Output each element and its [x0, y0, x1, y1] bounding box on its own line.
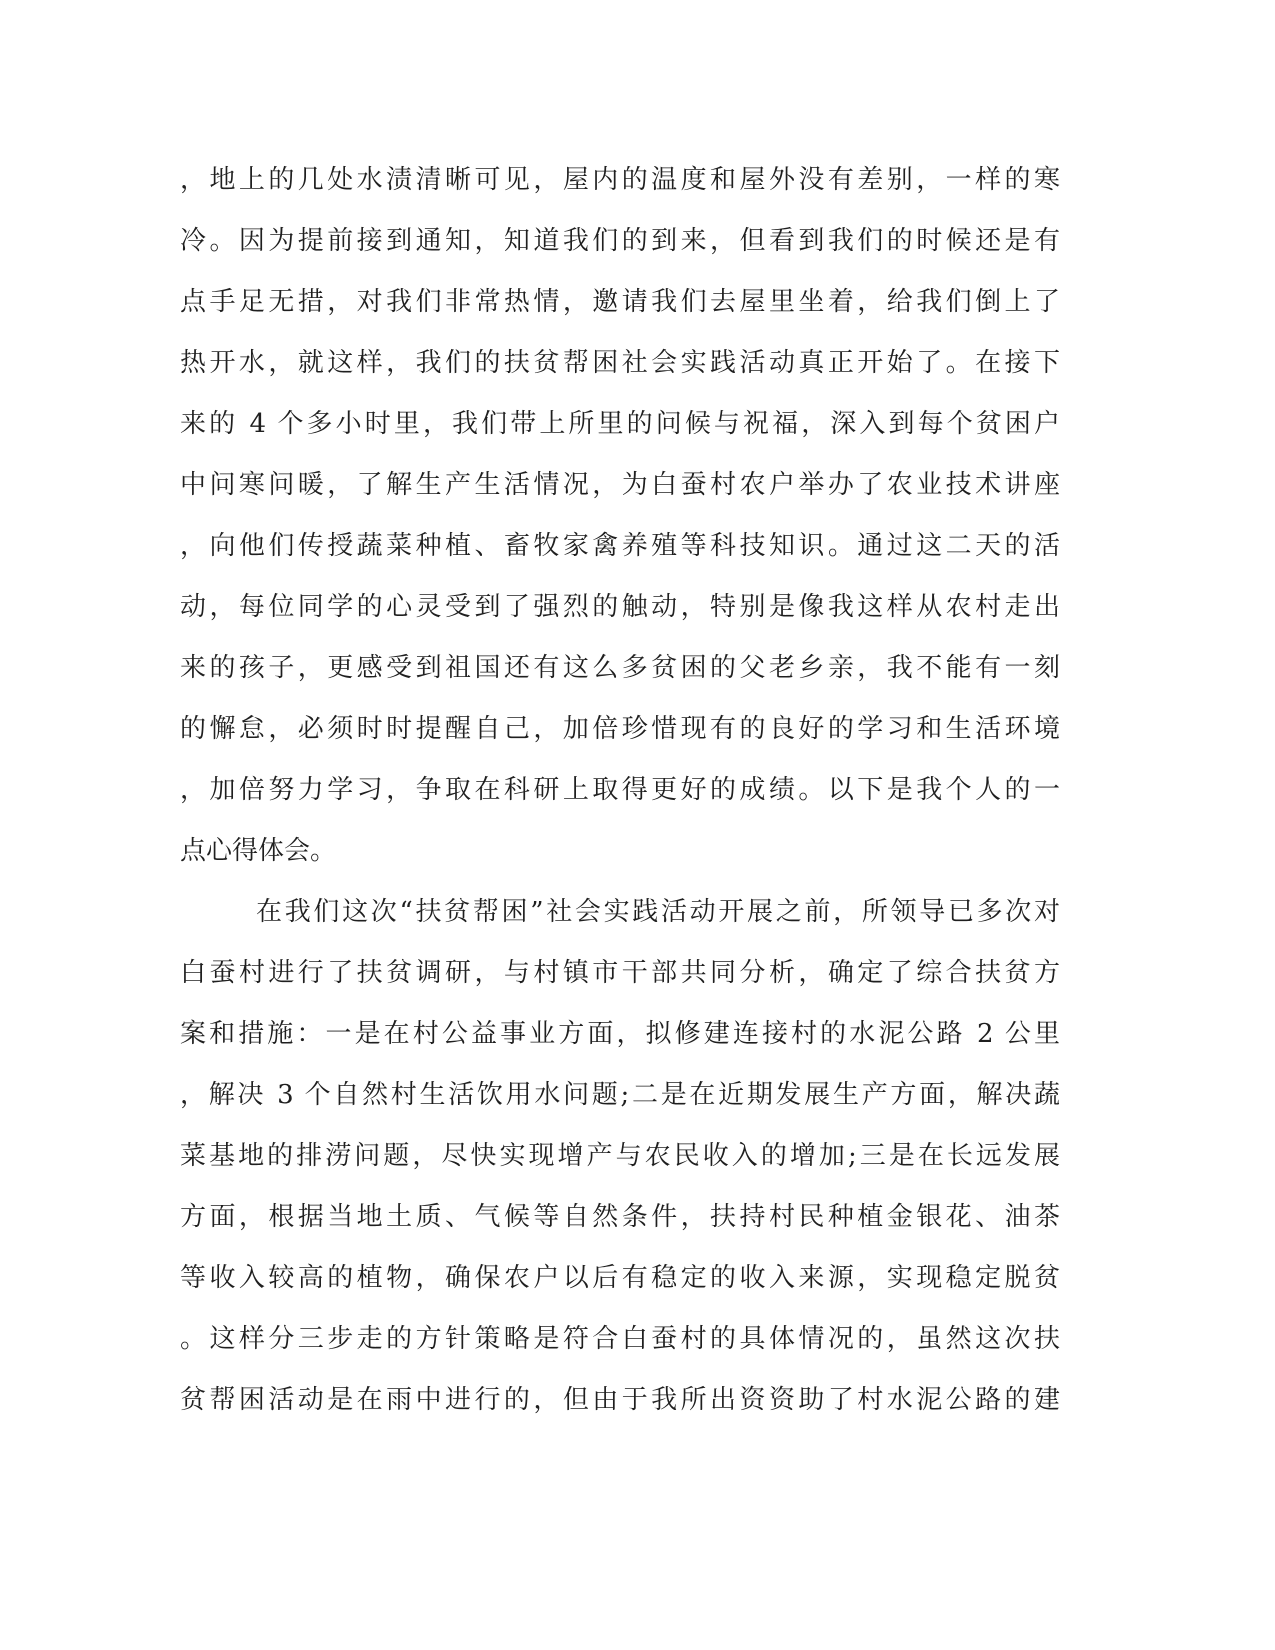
- text-line: 贫帮困活动是在雨中进行的，但由于我所出资资助了村水泥公路的建: [180, 1385, 1060, 1415]
- paragraph-1: [180, 150, 1060, 882]
- text-line: 的懈怠，必须时时提醒自己，加倍珍惜现有的良好的学习和生活环境: [180, 714, 1060, 744]
- text-line: ，解决 3 个自然村生活饮用水问题;二是在近期发展生产方面，解决蔬: [180, 1080, 1060, 1110]
- text-line: 方面，根据当地土质、气候等自然条件，扶持村民种植金银花、油茶: [180, 1202, 1060, 1232]
- text-line: 在我们这次“扶贫帮困”社会实践活动开展之前，所领导已多次对: [256, 897, 1060, 927]
- text-line: 动，每位同学的心灵受到了强烈的触动，特别是像我这样从农村走出: [180, 592, 1060, 622]
- paragraph-2: [180, 882, 1060, 1431]
- text-line: 。这样分三步走的方针策略是符合白蚕村的具体情况的，虽然这次扶: [180, 1324, 1060, 1354]
- text-line: ，加倍努力学习，争取在科研上取得更好的成绩。以下是我个人的一: [180, 775, 1060, 805]
- text-line: 冷。因为提前接到通知，知道我们的到来，但看到我们的时候还是有: [180, 226, 1060, 256]
- text-line: ，向他们传授蔬菜种植、畜牧家禽养殖等科技知识。通过这二天的活: [180, 531, 1060, 561]
- document-body: [180, 150, 1060, 1431]
- text-line: 菜基地的排涝问题，尽快实现增产与农民收入的增加;三是在长远发展: [180, 1141, 1060, 1171]
- text-line: 点手足无措，对我们非常热情，邀请我们去屋里坐着，给我们倒上了: [180, 287, 1060, 317]
- text-line: 中问寒问暖，了解生产生活情况，为白蚕村农户举办了农业技术讲座: [180, 470, 1060, 500]
- text-line: 来的 4 个多小时里，我们带上所里的问候与祝福，深入到每个贫困户: [180, 409, 1060, 439]
- text-line: 白蚕村进行了扶贫调研，与村镇市干部共同分析，确定了综合扶贫方: [180, 958, 1060, 988]
- text-line: 案和措施：一是在村公益事业方面，拟修建连接村的水泥公路 2 公里: [180, 1019, 1060, 1049]
- text-line: 点心得体会。: [180, 836, 337, 866]
- text-line: 等收入较高的植物，确保农户以后有稳定的收入来源，实现稳定脱贫: [180, 1263, 1060, 1293]
- text-line: ，地上的几处水渍清晰可见，屋内的温度和屋外没有差别，一样的寒: [180, 165, 1060, 195]
- text-line: 热开水，就这样，我们的扶贫帮困社会实践活动真正开始了。在接下: [180, 348, 1060, 378]
- text-line: 来的孩子，更感受到祖国还有这么多贫困的父老乡亲，我不能有一刻: [180, 653, 1060, 683]
